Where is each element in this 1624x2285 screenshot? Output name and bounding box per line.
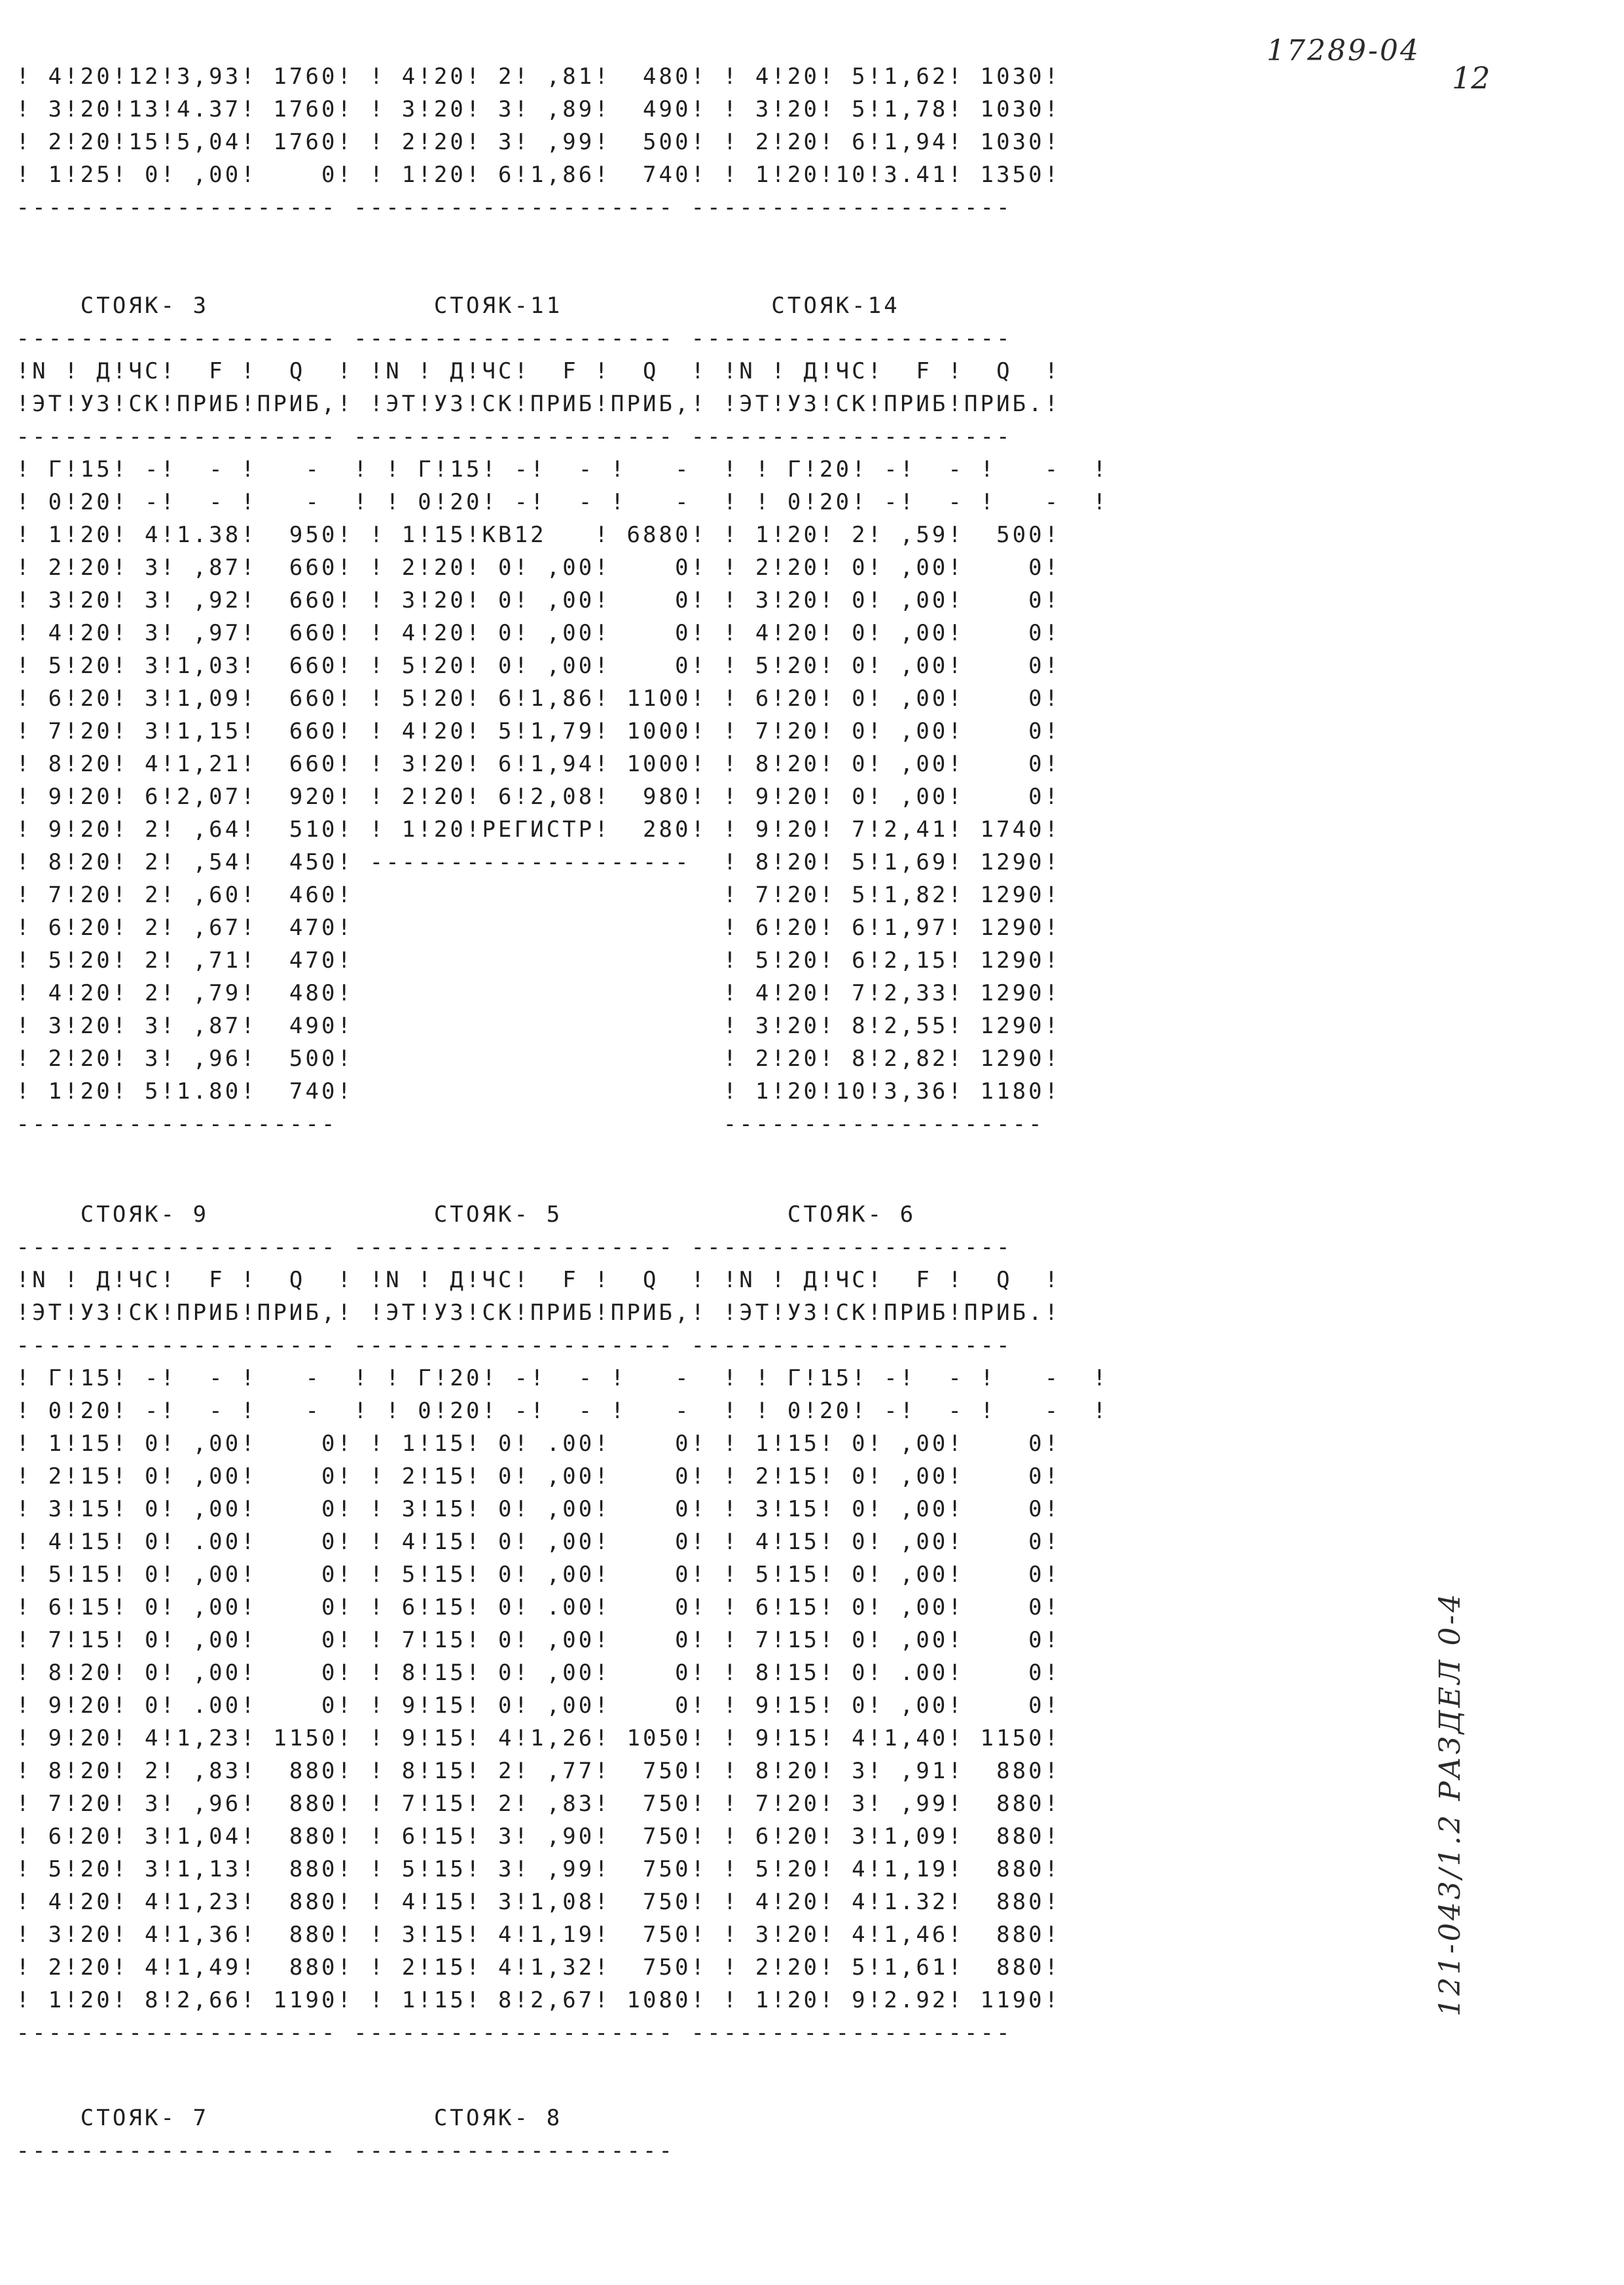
printout-line: -------------------- -------------------- (0, 1111, 1045, 1137)
printout-line: -------------------- -------------------- -------------------- (0, 424, 1013, 450)
printout-line: !N ! Д!ЧС! F ! Q ! !N ! Д!ЧС! F ! Q ! !N ! Д!ЧС! F ! Q ! (0, 1267, 1061, 1293)
printout-line: СТОЯК- 9 СТОЯК- 5 СТОЯК- 6 (0, 1201, 916, 1228)
printout-line: -------------------- -------------------- (0, 2138, 676, 2164)
printout-line: ! 7!15! 0! ,00! 0! ! 7!15! 0! ,00! 0! ! 7!15! 0! ,00! 0! (0, 1627, 1061, 1653)
printout-line: ! 0!20! -! - ! - ! ! 0!20! -! - ! - ! ! 0!20! -! - ! - ! (0, 1398, 1109, 1424)
printout-line: ! 4!20! 4!1,23! 880! ! 4!15! 3!1,08! 750! ! 4!20! 4!1.32! 880! (0, 1889, 1061, 1915)
printout-line: ! 1!25! 0! ,00! 0! ! 1!20! 6!1,86! 740! ! 1!20!10!3.41! 1350! (0, 162, 1061, 188)
printout-line: ! 6!20! 3!1,09! 660! ! 5!20! 6!1,86! 1100! ! 6!20! 0! ,00! 0! (0, 686, 1061, 712)
printout-line: -------------------- -------------------- -------------------- (0, 2020, 1013, 2046)
printout-line: ! 2!20! 4!1,49! 880! ! 2!15! 4!1,32! 750! ! 2!20! 5!1,61! 880! (0, 1954, 1061, 1981)
printout-line: ! 5!20! 3!1,13! 880! ! 5!15! 3! ,99! 750! ! 5!20! 4!1,19! 880! (0, 1856, 1061, 1882)
printout-line: ! 3!20! 3! ,87! 490! ! 3!20! 8!2,55! 1290! (0, 1013, 1061, 1039)
printout-line: ! 8!20! 0! ,00! 0! ! 8!15! 0! ,00! 0! ! 8!15! 0! .00! 0! (0, 1660, 1061, 1686)
printout-line: ! Г!15! -! - ! - ! ! Г!15! -! - ! - ! ! Г!20! -! - ! - ! (0, 456, 1109, 483)
printout-line: ! 5!20! 2! ,71! 470! ! 5!20! 6!2,15! 1290! (0, 947, 1061, 974)
printout-line: ! 4!20!12!3,93! 1760! ! 4!20! 2! ,81! 480! ! 4!20! 5!1,62! 1030! (0, 64, 1061, 90)
printout-line: ! 0!20! -! - ! - ! ! 0!20! -! - ! - ! ! 0!20! -! - ! - ! (0, 489, 1109, 515)
printout-line: ! 8!20! 4!1,21! 660! ! 3!20! 6!1,94! 1000! ! 8!20! 0! ,00! 0! (0, 751, 1061, 777)
printout-line: ! 2!15! 0! ,00! 0! ! 2!15! 0! ,00! 0! ! 2!15! 0! ,00! 0! (0, 1463, 1061, 1490)
printout-line: -------------------- -------------------- -------------------- (0, 1234, 1013, 1260)
printout-line: ! 8!20! 2! ,54! 450! -------------------- ! 8!20! 5!1,69! 1290! (0, 849, 1061, 875)
printout-line: ! 9!20! 0! .00! 0! ! 9!15! 0! ,00! 0! ! 9!15! 0! ,00! 0! (0, 1692, 1061, 1719)
printout-line: ! 9!20! 6!2,07! 920! ! 2!20! 6!2,08! 980! ! 9!20! 0! ,00! 0! (0, 784, 1061, 810)
printout-line: СТОЯК- 3 СТОЯК-11 СТОЯК-14 (0, 293, 900, 319)
printout-line: ! 5!15! 0! ,00! 0! ! 5!15! 0! ,00! 0! ! 5!15! 0! ,00! 0! (0, 1562, 1061, 1588)
printout-line: ! 9!20! 4!1,23! 1150! ! 9!15! 4!1,26! 1050! ! 9!15! 4!1,40! 1150! (0, 1725, 1061, 1751)
handwritten-section-note: 121-043/1.2 РАЗДЕЛ 0-4 (1434, 1591, 1467, 2017)
printout-line: ! 1!20! 4!1.38! 950! ! 1!15!КВ12 ! 6880! ! 1!20! 2! ,59! 500! (0, 522, 1061, 548)
printout-line: ! 9!20! 2! ,64! 510! ! 1!20!РЕГИСТР! 280! ! 9!20! 7!2,41! 1740! (0, 816, 1061, 843)
printout-line: ! 1!20! 8!2,66! 1190! ! 1!15! 8!2,67! 1080! ! 1!20! 9!2.92! 1190! (0, 1987, 1061, 2013)
printout-line: ! 7!20! 2! ,60! 460! ! 7!20! 5!1,82! 1290! (0, 882, 1061, 908)
handwritten-document-number: 17289-04 (1267, 34, 1420, 67)
printout-line: ! 3!20! 3! ,92! 660! ! 3!20! 0! ,00! 0! ! 3!20! 0! ,00! 0! (0, 587, 1061, 613)
printout-line: -------------------- -------------------- -------------------- (0, 1332, 1013, 1359)
printout-line: ! 4!20! 3! ,97! 660! ! 4!20! 0! ,00! 0! ! 4!20! 0! ,00! 0! (0, 620, 1061, 646)
printout-line: ! 7!20! 3!1,15! 660! ! 4!20! 5!1,79! 1000! ! 7!20! 0! ,00! 0! (0, 718, 1061, 744)
printout-line: ! 6!20! 3!1,04! 880! ! 6!15! 3! ,90! 750! ! 6!20! 3!1,09! 880! (0, 1823, 1061, 1850)
printout-line: ! 8!20! 2! ,83! 880! ! 8!15! 2! ,77! 750! ! 8!20! 3! ,91! 880! (0, 1758, 1061, 1784)
printout-line: ! 2!20! 3! ,96! 500! ! 2!20! 8!2,82! 1290! (0, 1046, 1061, 1072)
printout-line: -------------------- -------------------- -------------------- (0, 325, 1013, 352)
printout-line: ! 5!20! 3!1,03! 660! ! 5!20! 0! ,00! 0! ! 5!20! 0! ,00! 0! (0, 653, 1061, 679)
printout-line: ! 2!20!15!5,04! 1760! ! 2!20! 3! ,99! 500! ! 2!20! 6!1,94! 1030! (0, 129, 1061, 155)
printout-line: ! 3!20! 4!1,36! 880! ! 3!15! 4!1,19! 750! ! 3!20! 4!1,46! 880! (0, 1922, 1061, 1948)
printout-line: ! 2!20! 3! ,87! 660! ! 2!20! 0! ,00! 0! ! 2!20! 0! ,00! 0! (0, 555, 1061, 581)
printout-line: СТОЯК- 7 СТОЯК- 8 (0, 2105, 563, 2131)
printout-line: !ЭТ!УЗ!СК!ПРИБ!ПРИБ,! !ЭТ!УЗ!СК!ПРИБ!ПРИБ,! !ЭТ!УЗ!СК!ПРИБ!ПРИБ.! (0, 1300, 1061, 1326)
printout-line: ! 1!20! 5!1.80! 740! ! 1!20!10!3,36! 1180! (0, 1078, 1061, 1105)
printout-line: ! 6!20! 2! ,67! 470! ! 6!20! 6!1,97! 1290! (0, 915, 1061, 941)
printout-line: ! 3!15! 0! ,00! 0! ! 3!15! 0! ,00! 0! ! 3!15! 0! ,00! 0! (0, 1496, 1061, 1522)
printout-line: ! 1!15! 0! ,00! 0! ! 1!15! 0! .00! 0! ! 1!15! 0! ,00! 0! (0, 1431, 1061, 1457)
printout-line: ! 3!20!13!4.37! 1760! ! 3!20! 3! ,89! 490! ! 3!20! 5!1,78! 1030! (0, 96, 1061, 122)
printout-line: ! 4!20! 2! ,79! 480! ! 4!20! 7!2,33! 1290! (0, 980, 1061, 1006)
printout-line: ! 4!15! 0! .00! 0! ! 4!15! 0! ,00! 0! ! 4!15! 0! ,00! 0! (0, 1529, 1061, 1555)
printout-line: ! 6!15! 0! ,00! 0! ! 6!15! 0! .00! 0! ! 6!15! 0! ,00! 0! (0, 1594, 1061, 1620)
printout-line: ! 7!20! 3! ,96! 880! ! 7!15! 2! ,83! 750! ! 7!20! 3! ,99! 880! (0, 1791, 1061, 1817)
printout-line: ! Г!15! -! - ! - ! ! Г!20! -! - ! - ! ! Г!15! -! - ! - ! (0, 1365, 1109, 1391)
printout-line: !ЭТ!УЗ!СК!ПРИБ!ПРИБ,! !ЭТ!УЗ!СК!ПРИБ!ПРИБ,! !ЭТ!УЗ!СК!ПРИБ!ПРИБ.! (0, 391, 1061, 417)
printout-line: !N ! Д!ЧС! F ! Q ! !N ! Д!ЧС! F ! Q ! !N ! Д!ЧС! F ! Q ! (0, 358, 1061, 384)
printout-line: -------------------- -------------------- -------------------- (0, 194, 1013, 221)
handwritten-page-number: 12 (1452, 60, 1490, 96)
